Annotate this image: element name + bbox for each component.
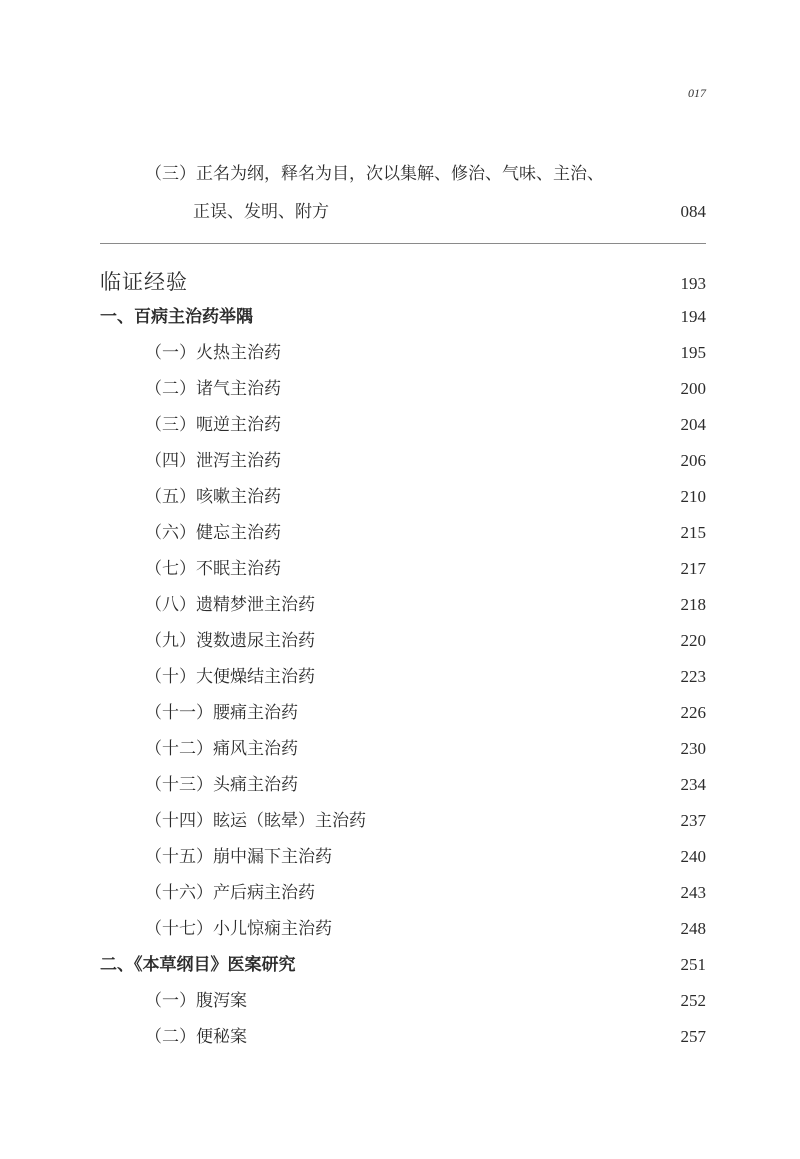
toc-entry[interactable]	[145, 1025, 706, 1049]
part-title: 二、《本草纲目》医案研究	[100, 955, 296, 975]
toc-entry-title: （十一）腰痛主治药	[145, 703, 298, 723]
toc-entry[interactable]	[145, 917, 706, 941]
toc-entry-title: （三）呃逆主治药	[145, 415, 281, 435]
toc-entry-page: 223	[680, 667, 706, 686]
toc-entry[interactable]	[145, 629, 706, 653]
toc-entry-page: 193	[680, 274, 706, 293]
toc-entry[interactable]	[145, 881, 706, 905]
toc-entry-page: 194	[680, 307, 706, 326]
toc-entry[interactable]	[145, 485, 706, 509]
toc-entry-title: （十四）眩运（眩晕）主治药	[145, 811, 366, 831]
toc-entry-page: 234	[680, 775, 706, 794]
toc-part-heading[interactable]	[100, 305, 706, 329]
toc-entry-page: 210	[680, 487, 706, 506]
toc-entry-title: 正误、发明、附方	[193, 202, 329, 222]
toc-entry[interactable]	[145, 773, 706, 797]
toc-entry[interactable]	[145, 701, 706, 725]
toc-entry-title: （八）遗精梦泄主治药	[145, 595, 315, 615]
toc-entry-page: 217	[680, 559, 706, 578]
toc-entry-page: 215	[680, 523, 706, 542]
toc-entry[interactable]	[145, 989, 706, 1013]
toc-entry-title: （十五）崩中漏下主治药	[145, 847, 332, 867]
toc-entry[interactable]	[145, 521, 706, 545]
toc-entry-title: （九）溲数遗尿主治药	[145, 631, 315, 651]
toc-entry[interactable]	[145, 449, 706, 473]
toc-part-heading[interactable]	[100, 953, 706, 977]
toc-entry-page: 240	[680, 847, 706, 866]
toc-entry-title: （四）泄泻主治药	[145, 451, 281, 471]
part-title: 一、百病主治药举隅	[100, 307, 253, 327]
toc-entry-page: 200	[680, 379, 706, 398]
toc-entry[interactable]	[145, 737, 706, 761]
toc-entry[interactable]	[145, 413, 706, 437]
toc-entry[interactable]	[145, 341, 706, 365]
toc-entry-title: （五）咳嗽主治药	[145, 487, 281, 507]
toc-entry-title: （十六）产后病主治药	[145, 883, 315, 903]
toc-entry-page: 226	[680, 703, 706, 722]
toc-entry[interactable]	[145, 809, 706, 833]
toc-entry-title: （二）诸气主治药	[145, 379, 281, 399]
page-number: 017	[688, 86, 706, 100]
toc-entry-page: 251	[680, 955, 706, 974]
toc-section-heading[interactable]	[100, 270, 706, 296]
toc-entry-title: （十二）痛风主治药	[145, 739, 298, 759]
toc-entry-carryover-line1[interactable]	[145, 162, 706, 186]
toc-entry-title: （十七）小儿惊痫主治药	[145, 919, 332, 939]
toc-entry-page: 204	[680, 415, 706, 434]
toc-entry-page: 195	[680, 343, 706, 362]
toc-entry-title: （二）便秘案	[145, 1027, 247, 1047]
toc-entry-carryover-line2[interactable]	[193, 200, 706, 224]
toc-entry-title: （一）火热主治药	[145, 343, 281, 363]
toc-entry-page: 257	[680, 1027, 706, 1046]
toc-entry-title: （七）不眠主治药	[145, 559, 281, 579]
toc-entry-page: 237	[680, 811, 706, 830]
toc-entry-page: 206	[680, 451, 706, 470]
toc-entry-title: （一）腹泻案	[145, 991, 247, 1011]
toc-entry[interactable]	[145, 845, 706, 869]
toc-entry-title: （十三）头痛主治药	[145, 775, 298, 795]
toc-entry[interactable]	[145, 593, 706, 617]
toc-entry-page: 230	[680, 739, 706, 758]
divider	[100, 243, 706, 244]
toc-entry-title: （三）正名为纲，释名为目，次以集解、修治、气味、主治、	[145, 164, 604, 184]
section-title: 临证经验	[100, 270, 188, 294]
toc-entry-page: 218	[680, 595, 706, 614]
toc-entry-page: 243	[680, 883, 706, 902]
toc-entry-title: （六）健忘主治药	[145, 523, 281, 543]
toc-entry-page: 220	[680, 631, 706, 650]
toc-entry-page: 248	[680, 919, 706, 938]
toc-entry[interactable]	[145, 377, 706, 401]
toc-entry[interactable]	[145, 557, 706, 581]
toc-entry-page: 252	[680, 991, 706, 1010]
toc-entry-title: （十）大便燥结主治药	[145, 667, 315, 687]
toc-entry-page: 084	[680, 202, 706, 221]
toc-entry[interactable]	[145, 665, 706, 689]
